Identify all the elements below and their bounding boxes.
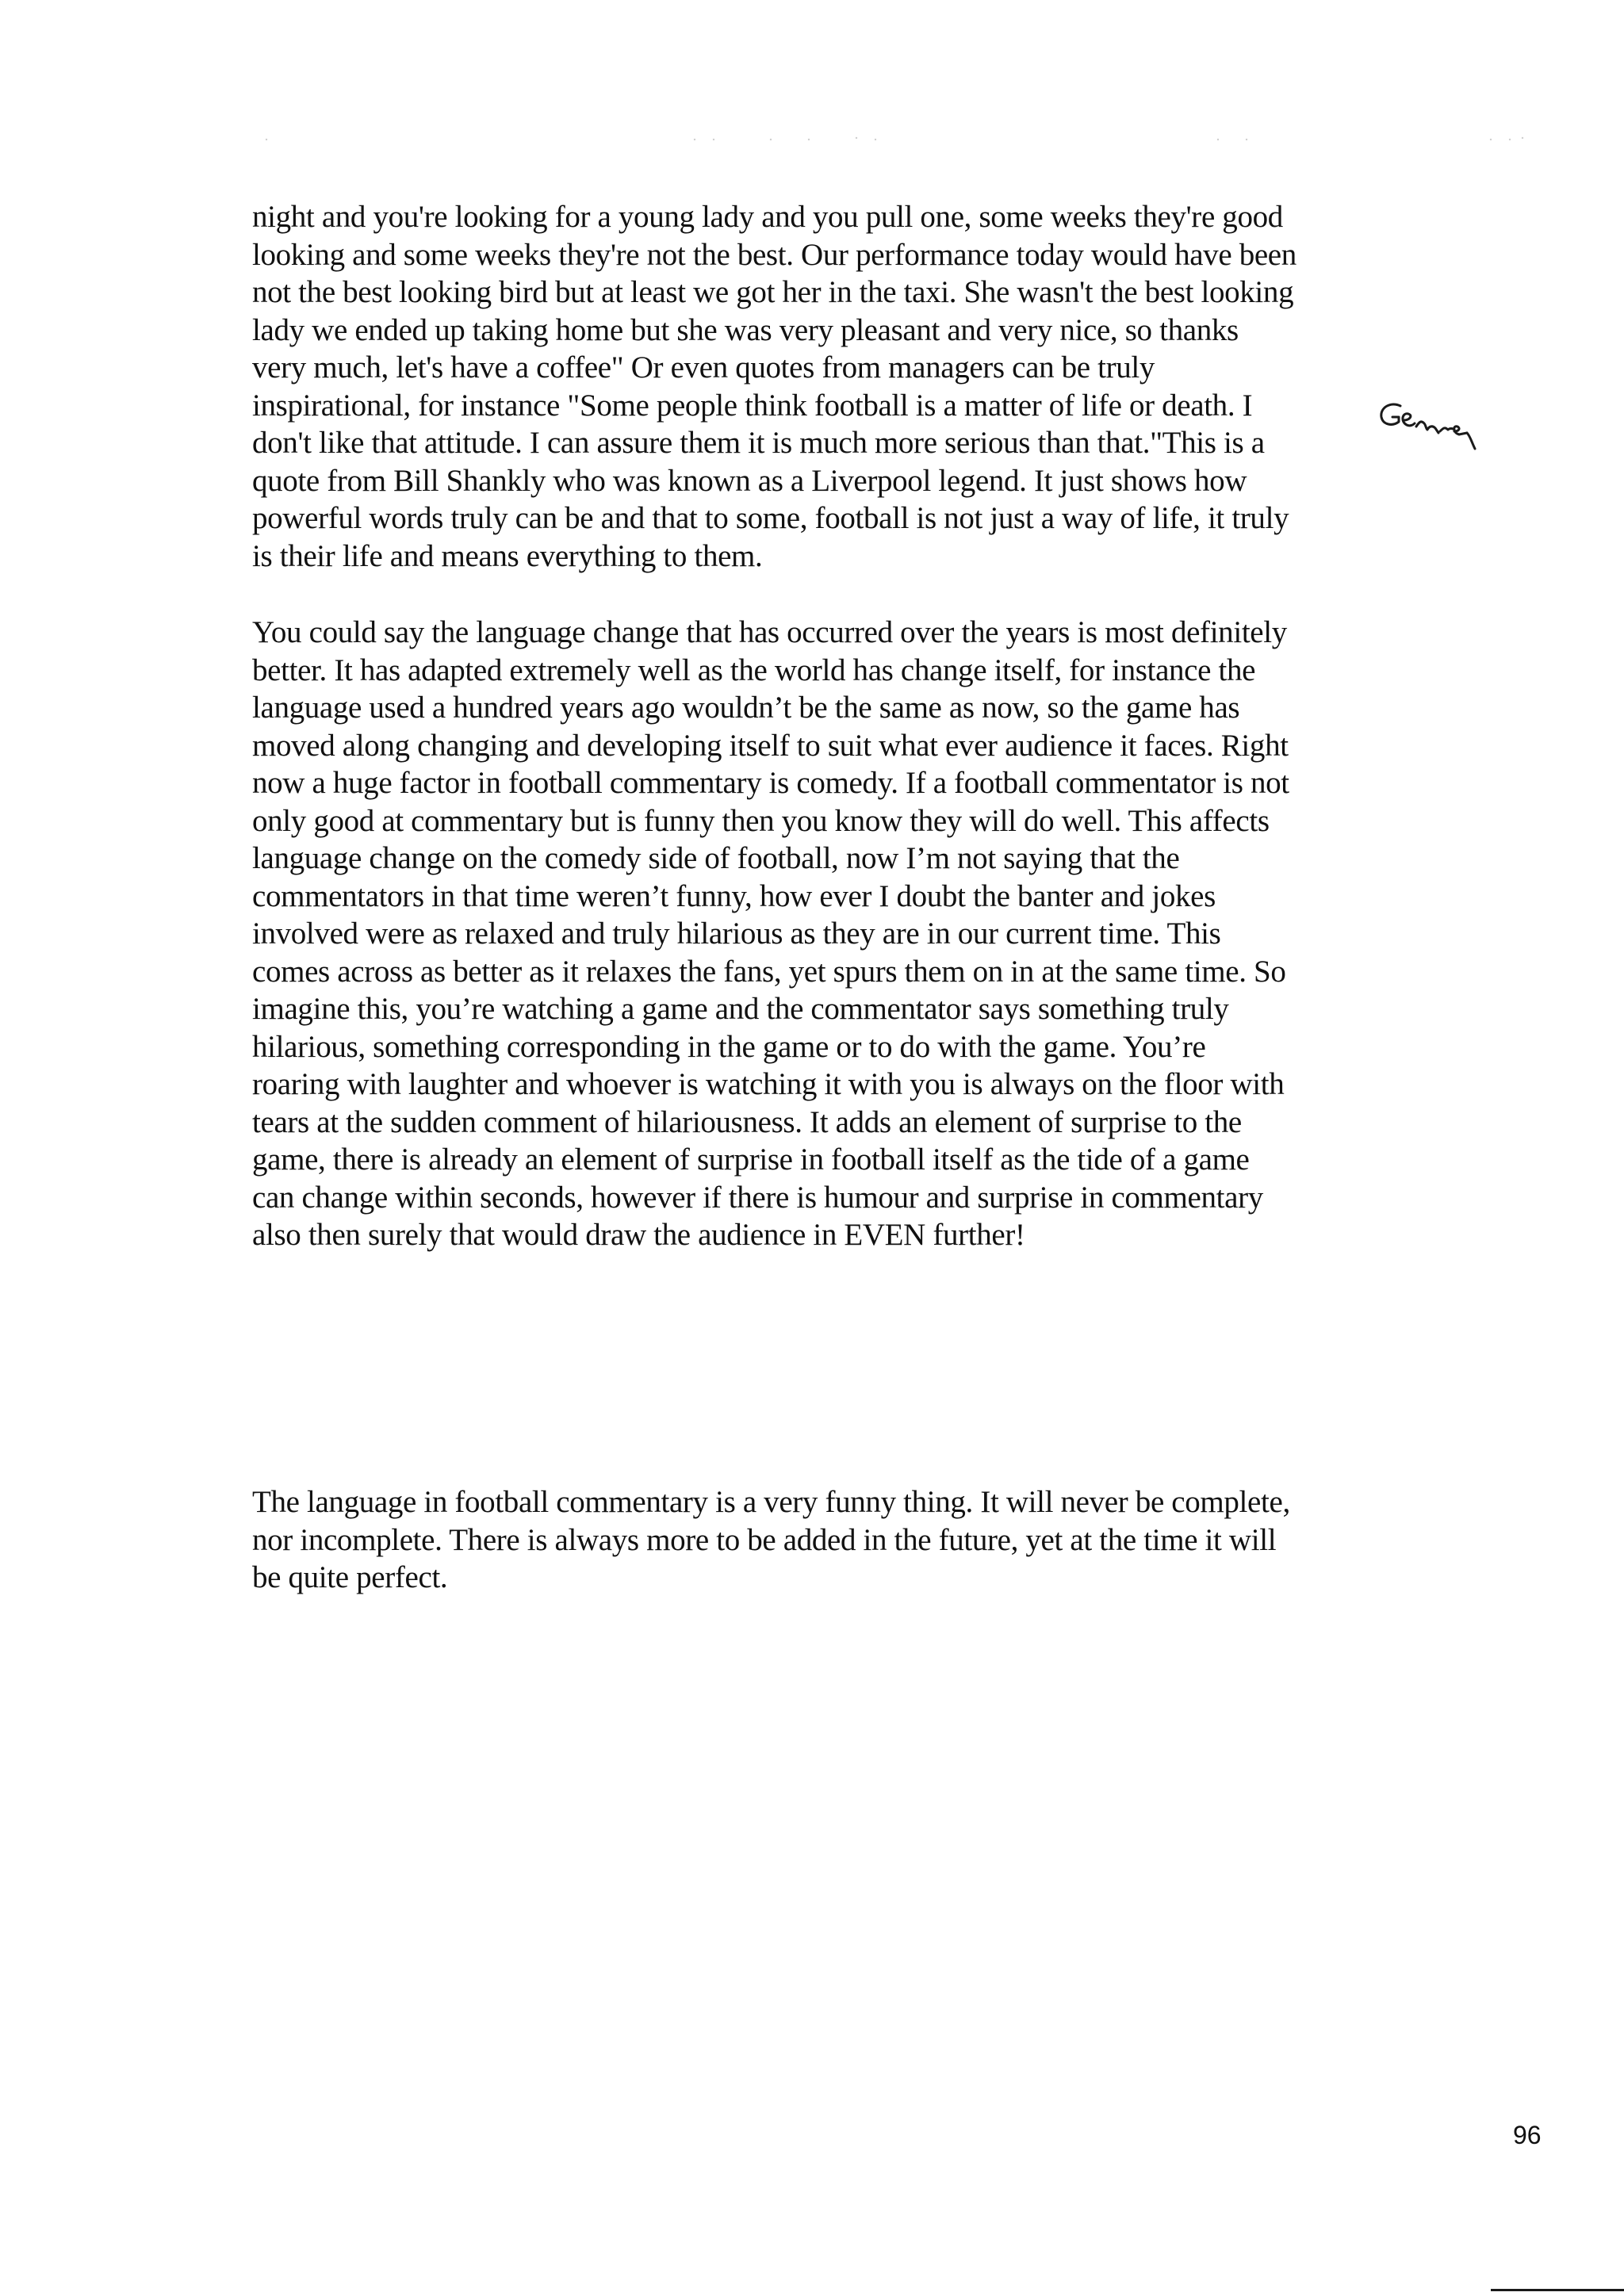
- scan-specks: [0, 0, 1624, 174]
- scan-edge-line: [1491, 2289, 1624, 2291]
- text-line: involved were as relaxed and truly hilarious as they are in our current time. This: [252, 916, 1221, 951]
- page-number: 96: [1513, 2121, 1542, 2149]
- paragraph: [252, 614, 1289, 1254]
- text-line: not the best looking bird but at least we got her in the taxi. She wasn't the best looking: [252, 275, 1294, 309]
- text-line: language used a hundred years ago wouldn’t be the same as now, so the game has: [252, 691, 1240, 725]
- text-line: The language in football commentary is a very funny thing. It will never be complete,: [252, 1485, 1290, 1519]
- paragraph: [252, 1483, 1290, 1597]
- text-line: commentators in that time weren’t funny, how ever I doubt the banter and jokes: [252, 878, 1216, 913]
- text-line: lady we ended up taking home but she was very pleasant and very nice, so thanks: [252, 312, 1239, 347]
- text-line: hilarious, something corresponding in the game or to do with the game. You’re: [252, 1029, 1206, 1064]
- text-line: You could say the language change that has occurred over the years is most definitely: [252, 615, 1287, 649]
- text-line: moved along changing and developing itself to suit what ever audience it faces. Right: [252, 728, 1289, 763]
- text-line: is their life and means everything to them.: [252, 538, 763, 573]
- text-line: looking and some weeks they're not the best. Our performance today would have been: [252, 237, 1297, 272]
- text-line: also then surely that would draw the audience in EVEN further!: [252, 1218, 1025, 1252]
- text-line: imagine this, you’re watching a game and the commentator says something truly: [252, 992, 1229, 1026]
- text-line: tears at the sudden comment of hilariousness. It adds an element of surprise to the: [252, 1104, 1242, 1139]
- text-line: now a huge factor in football commentary is comedy. If a football commentator is not: [252, 766, 1289, 800]
- text-line: only good at commentary but is funny then you know they will do well. This affects: [252, 803, 1270, 838]
- text-line: game, there is already an element of surprise in football itself as the tide of a game: [252, 1142, 1250, 1177]
- margin-annotation-handwriting: [1377, 393, 1496, 473]
- text-line: better. It has adapted extremely well as the world has change itself, for instance the: [252, 652, 1256, 687]
- text-line: nor incomplete. There is always more to be added in the future, yet at the time it will: [252, 1522, 1277, 1557]
- text-line: be quite perfect.: [252, 1560, 448, 1594]
- paragraph: [252, 198, 1297, 575]
- text-line: comes across as better as it relaxes the fans, yet spurs them on in at the same time. So: [252, 954, 1286, 989]
- text-line: inspirational, for instance "Some people think football is a matter of life or death. I: [252, 388, 1253, 423]
- text-line: don't like that attitude. I can assure them it is much more serious than that."This is a: [252, 426, 1265, 460]
- text-line: roaring with laughter and whoever is watching it with you is always on the floor with: [252, 1067, 1285, 1101]
- text-line: can change within seconds, however if there is humour and surprise in commentary: [252, 1180, 1263, 1215]
- text-line: quote from Bill Shankly who was known as a Liverpool legend. It just shows how: [252, 463, 1247, 498]
- text-line: language change on the comedy side of football, now I’m not saying that the: [252, 841, 1180, 875]
- text-line: very much, let's have a coffee" Or even quotes from managers can be truly: [252, 350, 1155, 385]
- text-line: night and you're looking for a young lady and you pull one, some weeks they're good: [252, 200, 1283, 234]
- text-line: powerful words truly can be and that to some, football is not just a way of life, it truly: [252, 501, 1289, 535]
